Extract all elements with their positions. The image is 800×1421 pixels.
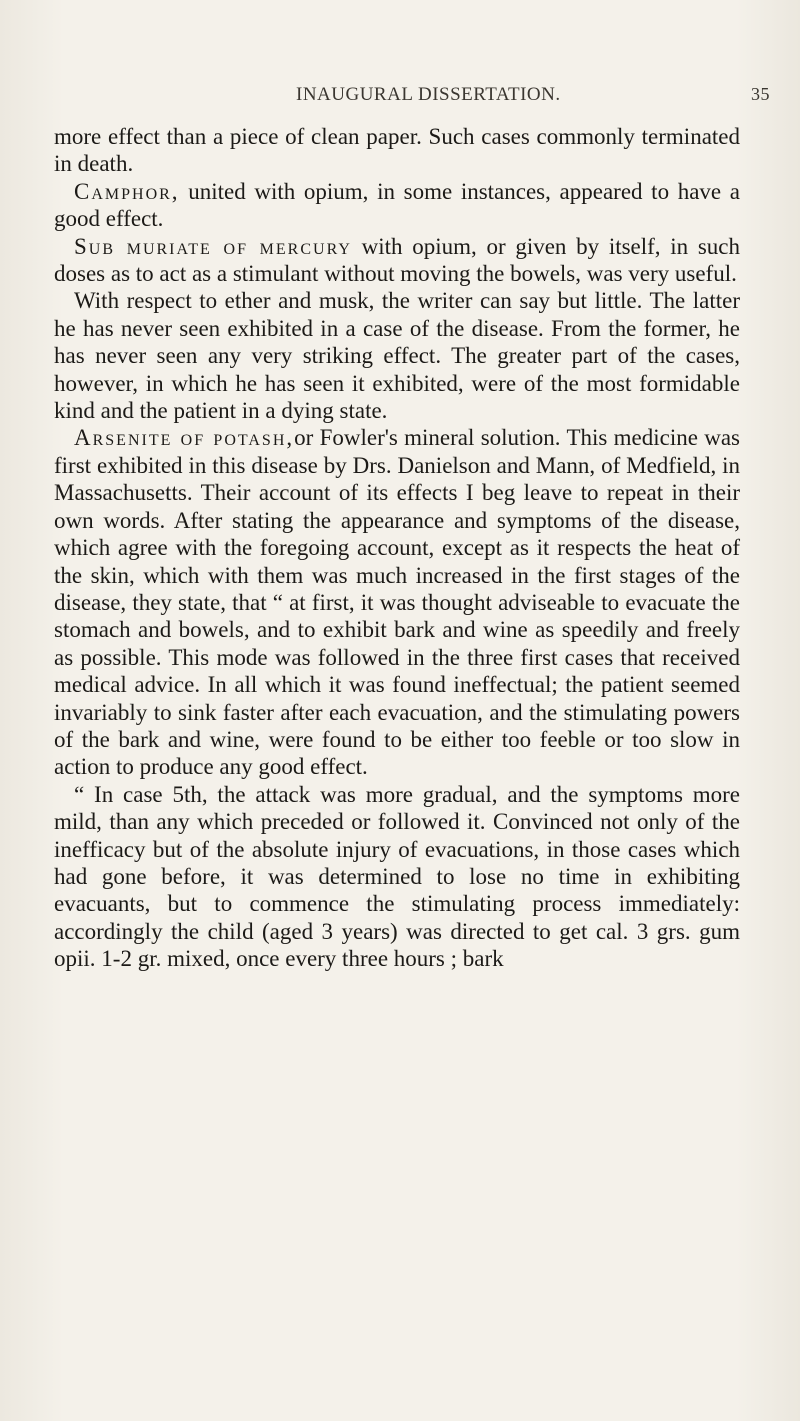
paragraph-1 <box>54 123 740 178</box>
paragraph-arsenite-text: or Fowler's mineral solution. This medicine was first exhibited in this disease by Drs. Danielson and Mann, of Medfield, in Massachusetts. Their account of its effects I beg leave to repeat in their own words. After stating the appearance and symptoms of the disease, which agree with the foregoing account, except as it respects the heat of the skin, which with them was much increased in the first stages of the disease, they state, that “ at first, it was thought adviseable to evacuate the stomach and bowels, and to exhibit bark and wine as speedily and freely as possible. This mode was followed in the three first cases that received medical advice. In all which it was found ineffectual; the patient seemed invariably to sink faster after each evacuation, and the stimulating powers of the bark and wine, were found to be either too feeble or too slow in action to produce any good effect. <box>54 425 740 780</box>
running-head <box>228 84 770 108</box>
paragraph-camphor-lead: Camphor, <box>74 178 180 204</box>
paragraph-arsenite <box>54 424 740 780</box>
paragraph-case-5 <box>54 781 740 973</box>
paragraph-sub-muriate-text: with opium, or given by itself, in such doses as to act as a stimulant without moving the bowels, was very useful. <box>54 233 741 287</box>
paragraph-ether-musk <box>54 287 740 424</box>
paragraph-1-text: more effect than a piece of clean paper. Such cases commonly terminated in death. <box>54 124 740 177</box>
running-head-title: INAUGURAL DISSERTATION. <box>296 84 561 105</box>
paragraph-sub-muriate-lead: Sub muriate of mercury <box>74 233 352 259</box>
paragraph-camphor-text: united with opium, in some instances, appeared to have a good effect. <box>54 178 740 232</box>
paragraph-arsenite-lead: Arsenite of potash, <box>74 425 295 451</box>
body-text <box>54 123 740 973</box>
paragraph-camphor <box>54 178 740 233</box>
paragraph-sub-muriate <box>54 233 740 288</box>
paragraph-case-5-text: “ In case 5th, the attack was more gradual, and the symptoms more mild, than any which preceded or followed it. Convinced not only of the inefficacy but of the absolute injury of evacuations, in those cases which had gone before, it was determined to lose no time in exhibiting evacuants, but to commence the stimulating process immediately: accordingly the child (aged 3 years) was directed to get cal. 3 grs. gum opii. 1-2 gr. mixed, once every three hours ; bark <box>54 781 740 972</box>
page-number: 35 <box>751 84 770 104</box>
paragraph-ether-musk-text: With respect to ether and musk, the writer can say but little. The latter he has never seen exhibited in a case of the disease. From the former, he has never seen any very striking effect. The greater part of the cases, however, in which he has seen it exhibited, were of the most formidable kind and the patient in a dying state. <box>54 288 740 424</box>
